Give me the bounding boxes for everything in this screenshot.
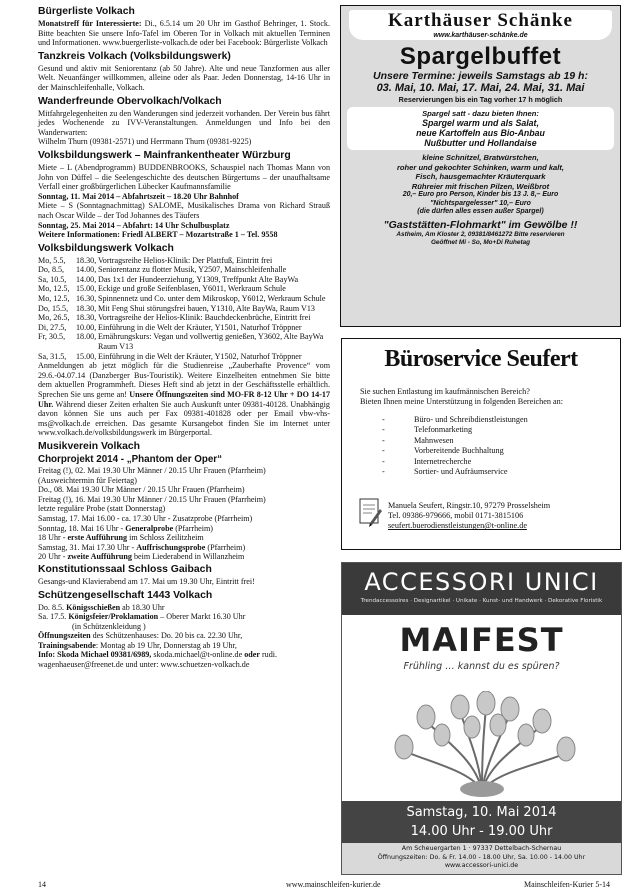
vbw-schedule	[38, 256, 330, 362]
ad-flohmarkt: "Gaststätten-Flohmarkt" im Gewölbe !!	[383, 218, 578, 231]
ad-price-2: "Nichtspargelesser" 10,– Euro	[430, 199, 531, 207]
section-title-schuetzen: Schützengesellschaft 1443 Volkach	[38, 589, 213, 601]
ad-tagline: Trendaccessoires · Designartikel · Unikate · Kunst- und Handwerk · Dekorative Floristik	[360, 598, 603, 604]
ad-title: Karthäuser Schänke	[388, 10, 573, 31]
ad-terms: Unsere Termine: jeweils Samstags ab 19 h:	[373, 70, 588, 82]
ad-title: Büroservice Seufert	[384, 346, 578, 372]
list-item: Freitag (!), 02. Mai 19.30 Uhr Männer / 20.15 Uhr Frauen (Pfarrheim)	[38, 465, 266, 475]
ad-menu-3: Fisch, hausgemachter Kräuterquark	[415, 172, 546, 182]
ad-headline: Spargelbuffet	[399, 43, 562, 70]
ad-banner	[349, 10, 612, 40]
ad-satt: Spargel satt - dazu bieten Ihnen:	[422, 109, 539, 118]
theater-text: Miete – L (Abendprogramm) BUDDENBROOKS, Schauspiel nach Thomas Mann von John von Düffel – die Seelengeschichte des deutschen Bürgertums – der unaufhaltsame Verfall einer großbürgerlichen Lübecker Kaufmannsfamilie Sonntag, 11. Mai 2014 – Abfahrtszeit – 18.20 Uhr Bahnhof Miete – S (Sonntagnachmittag) SALOME, Musikalisches Drama von Richard Strauß nach Oscar Wilde – der Tod Johannes des Täufers Sonntag, 25. Mai 2014 – Abfahrt: 14 Uhr Schulbusplatz Weitere Informationen: Friedl ALBERT – Mozartstraße 1 – Tel. 9558	[38, 162, 330, 240]
section-title-theater: Volksbildungswerk – Mainfrankentheater Würzburg	[38, 149, 291, 161]
ad-contact: Manuela Seufert, Ringstr.10, 97279 Prosselsheim Tel. 09386-979666, mobil 0171-3815106 seufert.buerodienstleistungen@t-online.de	[388, 501, 551, 531]
ad-dates: 03. Mai, 10. Mai, 17. Mai, 24. Mai, 31. Mai	[376, 82, 585, 94]
ad-date-band	[342, 801, 621, 843]
vbw-text: Anmeldungen ab jetzt möglich für die Studienreise „Zauberhafte Provence“ vom 29.6.-04.07.14 (Danzberger Bus-Touristik). Weitere Einzelheiten entnehmen Sie bitte dem aktuellen Programmheft. Dieses Heft sind ab jetzt in der Geschäftsstelle erhältlich. Sprechen Sie uns gerne an! Unsere Öffnungszeiten sind MO-FR 8-12 Uhr + DO 14-17 Uhr. Während dieser Zeiten erhalten Sie auch Auskunft unter 09381-40128. Unabhängig davon können Sie uns auch per Fax 09381-401828 oder per Email vbw-vhs-ms@volkach.de erreichen. Das gesamte Kursangebot finden Sie im Internet unter www.volkach.de/volksbildungswerk im Bürgerportal.	[38, 361, 330, 438]
list-item: Mo, 5.5, 18.30, Vortragsreihe Helios-Klinik: Der Plattfuß, Eintritt frei	[38, 255, 273, 265]
ad-menu-4: Rühreier mit frischen Pilzen, Weißbrot	[411, 181, 550, 191]
ad-warm-2: neue Kartoffeln aus Bio-Anbau	[416, 128, 545, 138]
list-item: - Büro- und Schreibdienstleistungen	[382, 415, 620, 425]
ad-hours: Geöffnet Mi - So, Mo+Di Ruhetag	[430, 238, 531, 246]
email-link[interactable]: seufert.buerodienstleistungen@t-online.de	[388, 521, 527, 531]
list-item: - Vorbereitende Buchhaltung	[382, 446, 620, 456]
ad-warm-3: Nußbutter und Hollandaise	[424, 138, 537, 148]
list-item: Trainingsabende: Montag ab 19 Uhr, Donnerstag ab 19 Uhr,	[38, 640, 237, 650]
section-title-wanderfreunde: Wanderfreunde Obervolkach/Volkach	[38, 95, 222, 107]
ad-web: www.accessori-unici.de	[444, 862, 519, 870]
list-item: Mo, 26.5, 18.30, Vortragsreihe der Helios-Klinik: Bauchdeckenbrüche, Eintritt frei	[38, 313, 311, 323]
list-item: (Ausweichtermin für Feiertag)	[38, 475, 137, 485]
list-item: Info: Skoda Michael 09381/6989, skoda.michael@t-online.de oder rudi.	[38, 650, 278, 660]
section-title-musik: Musikverein Volkach	[38, 440, 141, 452]
ad-subline: Frühling … kannst du es spüren?	[403, 661, 560, 672]
footer-url: www.mainschleifen-kurier.de	[286, 880, 381, 889]
section-title-vbw: Volksbildungswerk Volkach	[38, 242, 174, 254]
page-number: 14	[38, 880, 46, 889]
page-footer	[38, 880, 610, 892]
list-item: Sa, 31.5, 15.00, Einführung in die Welt der Kräuter, Y1502, Naturhof Tröppner	[38, 351, 302, 361]
footer-issue: Mainschleifen-Kurier 5-14	[524, 880, 610, 889]
list-item: - Internetrecherche	[382, 457, 620, 467]
ad-headline: MAIFEST	[399, 621, 564, 659]
wanderfreunde-text: Mitfahrgelegenheiten zu den Wanderungen sind jederzeit vorhanden. Der Verein bus fährt jedes Wochenende zu IVV-Veranstaltungen. Anmeldungen und Info bei den Wanderwarten: Wilhelm Thurn (09381-2571) und Herrmann Thurn (09381-9225)	[38, 108, 330, 147]
list-item: - Sortier- und Aufräumservice	[382, 467, 620, 477]
list-item: Samstag, 17. Mai 16.00 - ca. 17.30 Uhr - Zusatzprobe (Pfarrheim)	[38, 513, 253, 523]
ad-date: Samstag, 10. Mai 2014	[406, 805, 557, 820]
ad-address: Am Scheuergarten 1 · 97337 Dettelbach-Schernau	[401, 845, 562, 852]
buergerliste-text: Monatstreff für Interessierte: Di., 6.5.14 um 20 Uhr im Gasthof Behringer, 1. Stock. Bitte beachten Sie unsere Info-Tafel im Oberen Tor in Volkach mit aktuellen Terminen und Informationen. www.buergerliste-volkach.de oder bei Facebook: Bürgerliste Volkach	[38, 19, 330, 48]
ad-brand: ACCESSORI UNICI	[364, 568, 599, 596]
list-item: letzte reguläre Probe (statt Donnerstag)	[38, 504, 166, 514]
list-item: - Mahnwesen	[382, 436, 620, 446]
list-item: - Telefonmarketing	[382, 425, 620, 435]
section-title-tanzkreis: Tanzkreis Volkach (Volksbildungswerk)	[38, 50, 231, 62]
schuetzen-list	[38, 603, 330, 670]
tulips-image	[376, 691, 588, 799]
service-list	[342, 415, 620, 477]
list-item: Samstag, 31. Mai 17.30 Uhr - Auffrischungsprobe (Pfarrheim)	[38, 542, 246, 552]
ad-karthaeuser-schaenke	[340, 5, 621, 327]
ad-hours: Öffnungszeiten: Do. & Fr. 14.00 - 18.00 Uhr, Sa. 10.00 - 14.00 Uhr	[377, 853, 586, 861]
list-item: 18 Uhr - erste Aufführung im Schloss Zeilitzheim	[38, 533, 204, 543]
list-item: Fr, 30.5, 18.00, Ernährungskurs: Vegan und vollwertig genießen, Y3602, Alte BayWa Raum V13	[38, 332, 324, 352]
list-item: Do., 08. Mai 19.30 Uhr Männer / 20.15 Uhr Frauen (Pfarrheim)	[38, 485, 245, 495]
list-item: Mo, 12.5, 16.30, Spinnennetz und Co. unter dem Mikroskop, Y6012, Werkraum Schule	[38, 294, 326, 304]
section-subtitle-chorprojekt: Chorprojekt 2014 - „Phantom der Oper“	[38, 453, 223, 465]
ad-menu-2: roher und gekochter Schinken, warm und kalt,	[396, 162, 565, 172]
list-item: Sa. 17.5. Königsfeier/Proklamation – Oberer Markt 16.30 Uhr	[38, 612, 246, 622]
pencil-icon	[356, 497, 384, 529]
list-item: Sa, 10.5, 14.00, Das 1x1 der Hundeerziehung, Y1309, Treffpunkt Alte BayWa	[38, 274, 299, 284]
ad-accessori-unici	[341, 562, 622, 875]
ad-price-1: 20,– Euro pro Person, Kinder bis 13 J. 8,– Euro	[402, 191, 559, 199]
list-item: Di, 27.5, 10.00, Einführung in die Welt der Kräuter, Y1501, Naturhof Tröppner	[38, 322, 302, 332]
tanzkreis-text: Gesund und aktiv mit Seniorentanz (ab 50 Jahre). Alte und neue Tanzformen aus aller Welt. Neuanfänger willkommen, alleine oder als Paar. Jeden Donnerstag, 14-16 Uhr in der Mainschleifenhalle, Volkach.	[38, 63, 330, 92]
ad-url: www.karthäuser-schänke.de	[433, 32, 528, 39]
ad-address-bar	[342, 843, 621, 875]
list-item: Mo, 12.5, 15.00, Eckige und große Seifenblasen, Y6011, Werkraum Schule	[38, 284, 286, 294]
section-title-buergerliste: Bürgerliste Volkach	[38, 6, 135, 17]
list-item: wagenhaeuser@freenet.de und unter: www.schuetzen-volkach.de	[38, 660, 250, 670]
left-column	[38, 4, 330, 670]
ad-menu-box	[347, 107, 614, 150]
list-item: Do, 8.5, 14.00, Seniorentanz zu flotter Musik, Y2507, Mainschleifenhalle	[38, 265, 287, 275]
ad-brand-bar	[342, 563, 621, 615]
ad-reservation: Reservierungen bis ein Tag vorher 17 h möglich	[398, 95, 563, 104]
section-title-konzert: Konstitutionssaal Schloss Gaibach	[38, 563, 212, 575]
ad-time: 14.00 Uhr - 19.00 Uhr	[410, 824, 553, 839]
list-item: Do. 8.5. Königsschießen ab 18.30 Uhr	[38, 602, 165, 612]
ad-intro: Sie suchen Entlastung im kaufmännischen Bereich? Bieten Ihnen meine Unterstützung in folgenden Bereichen an:	[360, 387, 564, 406]
ad-price-3: (die dürfen alles essen außer Spargel)	[417, 208, 544, 216]
list-item: (in Schützenkleidung )	[72, 621, 146, 631]
ad-address: Astheim, Am Kloster 2, 09381/8461272 Bitte reservieren	[396, 230, 565, 238]
ad-bueroservice-seufert	[341, 338, 621, 550]
ad-menu-1: kleine Schnitzel, Bratwürstchen,	[422, 153, 539, 162]
list-item: Freitag (!), 16. Mai 19.30 Uhr Männer / 20.15 Uhr Frauen (Pfarrheim)	[38, 494, 266, 504]
ad-warm-1: Spargel warm und als Salat,	[422, 118, 539, 128]
list-item: Sonntag, 18. Mai 16 Uhr - Generalprobe (Pfarrheim)	[38, 523, 213, 533]
konzert-text: Gesangs-und Klavierabend am 17. Mai um 19.30 Uhr, Eintritt frei!	[38, 576, 255, 586]
list-item: 20 Uhr - zweite Aufführung beim Liederabend in Willanzheim	[38, 552, 245, 562]
list-item: Do, 15.5, 18.30, Mit Feng Shui störungsfrei bauen, Y1310, Alte BayWa, Raum V13	[38, 303, 315, 313]
chor-schedule	[38, 466, 330, 562]
list-item: Öffnungszeiten des Schützenhauses: Do. 20 bis ca. 22.30 Uhr,	[38, 631, 243, 641]
